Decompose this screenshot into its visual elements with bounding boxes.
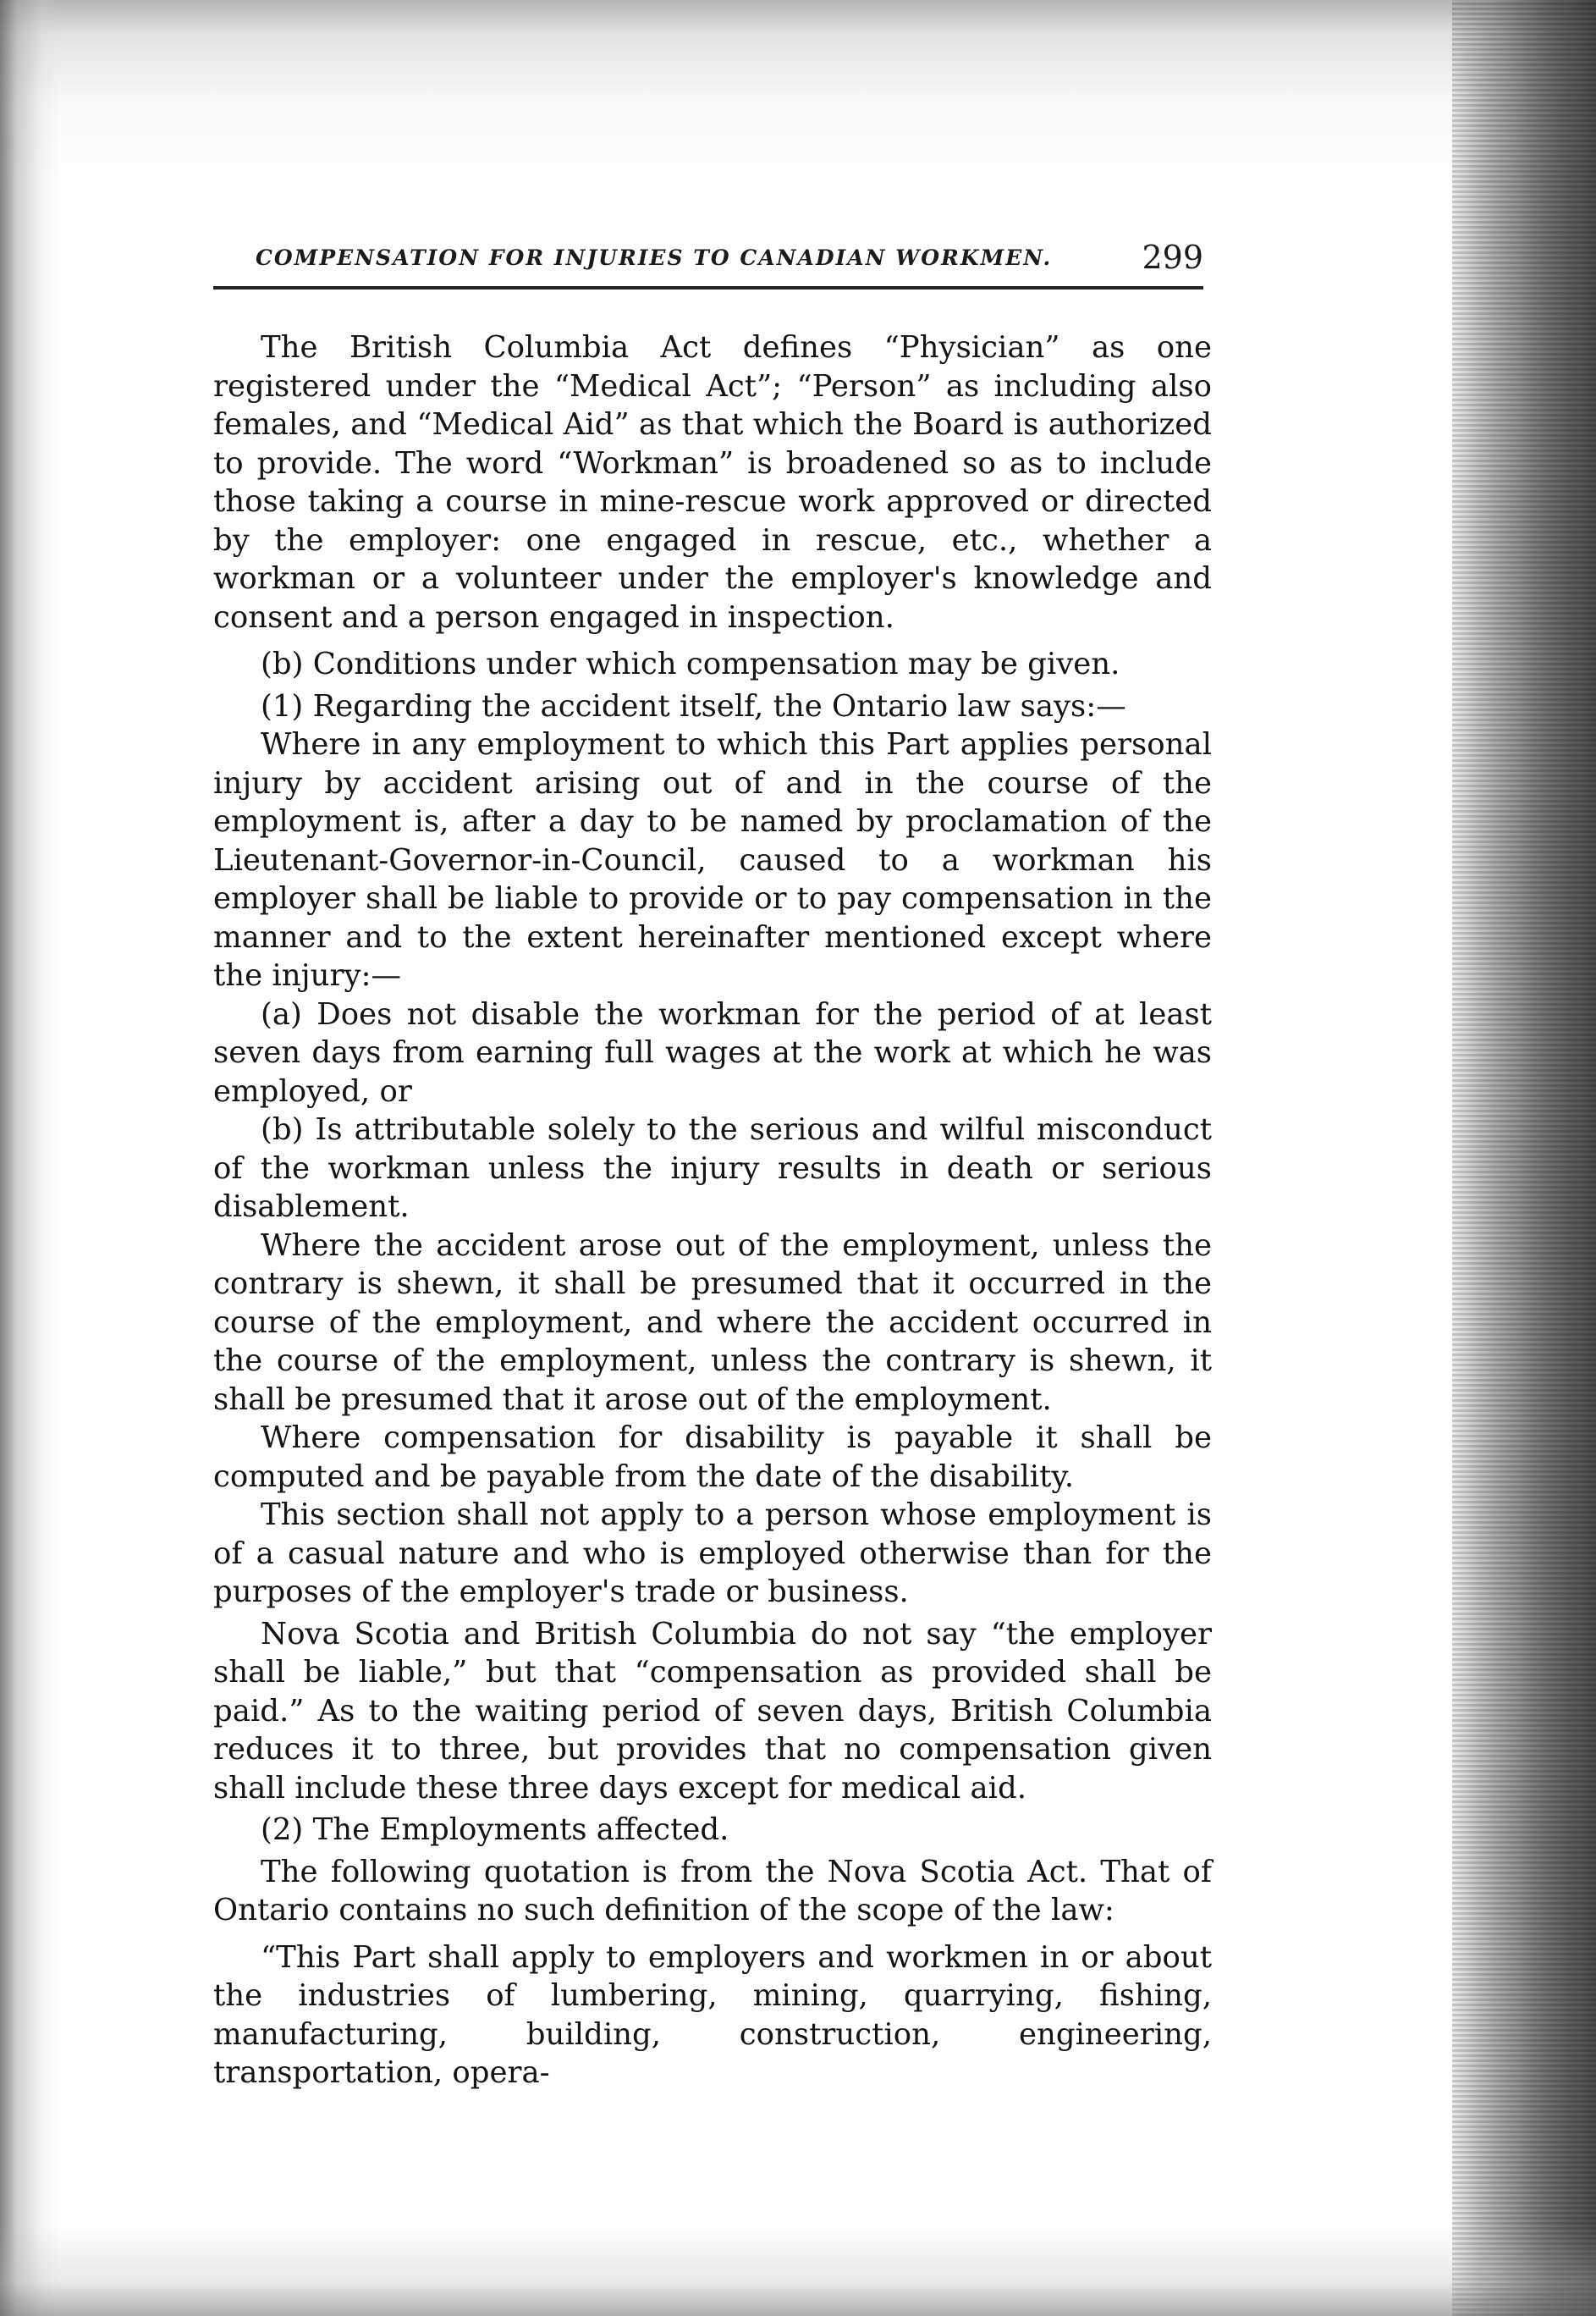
paragraph-nova-scotia-bc: Nova Scotia and British Columbia do not say “the employer shall be liable,” but that “compensation as provided shall be paid.” As to the waiting period of seven days, British Columbia reduces it to three, but provides that no compensation given shall include these three days except for medical aid. <box>213 1616 1212 1806</box>
paragraph-casual-employment: This section shall not apply to a person whose employment is of a casual nature and who is employed otherwise than for the purposes of the employer's trade or business. <box>213 1497 1212 1609</box>
paragraph-quotation: Where in any employment to which this Part applies personal injury by accident arising out of and in the course of the employment is, after a day to be named by proclamation of the Lieutenant-Governor-in-Council, caused to a workman his employer shall be liable to provide or to pay compensation in the manner and to the extent hereinafter mentioned except where the injury:— <box>213 727 1212 993</box>
paragraph-clause-a: (a) Does not disable the workman for the period of at least seven days from earning full wages at the work at which he was employed, or <box>213 996 1212 1109</box>
scan-binding-edge <box>1452 0 1596 2316</box>
paragraph-nova-scotia-quotation: The following quotation is from the Nova Scotia Act. That of Ontario contains no such definition of the scope of the law: <box>213 1854 1212 1927</box>
paragraph-definitions: The British Columbia Act defines “Physician” as one registered under the “Medical Act”; “Person” as including also females, and “Medical Aid” as that which the Board is authorized to provide. The word “Workman” is broadened so as to include those taking a course in mine-rescue work approved or directed by the employer: one engaged in rescue, etc., whether a workman or a volunteer under the employer's knowledge and consent and a person engaged in inspection. <box>213 330 1212 635</box>
scan-shadow-left <box>0 0 59 2316</box>
page-number: 299 <box>1142 239 1203 276</box>
paragraph-disability: Where compensation for disability is payable it shall be computed and be payable from the date of the disability. <box>213 1420 1212 1494</box>
book-page <box>213 229 1212 2093</box>
paragraph-clause-b: (b) Is attributable solely to the serious and wilful misconduct of the workman unless the injury results in death or serious disablement. <box>213 1112 1212 1224</box>
paragraph-presumption: Where the accident arose out of the employment, unless the contrary is shewn, it shall be presumed that it occurred in the course of the employment, and where the accident occurred in the course of the employment, unless the contrary is shewn, it shall be presumed that it arose out of the employment. <box>213 1227 1212 1417</box>
running-title: COMPENSATION FOR INJURIES TO CANADIAN WORKMEN. <box>256 245 1053 270</box>
paragraph-heading-employments: (2) The Employments affected. <box>261 1812 729 1847</box>
scan-shadow-top <box>0 0 1596 195</box>
paragraph-scope-quotation: “This Part shall apply to employers and workmen in or about the industries of lumbering, mining, quarrying, fishing, manufacturing, building, construction, engineering, transportation, opera- <box>213 1939 1212 2090</box>
scan-shadow-bottom <box>0 2223 1596 2316</box>
paragraph-heading-conditions: (b) Conditions under which compensation may be given. <box>261 647 1120 681</box>
header-rule <box>213 286 1203 290</box>
running-head <box>213 229 1212 279</box>
body-text <box>213 328 1212 2093</box>
paragraph-ontario-law: (1) Regarding the accident itself, the Ontario law says:— <box>261 688 1126 724</box>
